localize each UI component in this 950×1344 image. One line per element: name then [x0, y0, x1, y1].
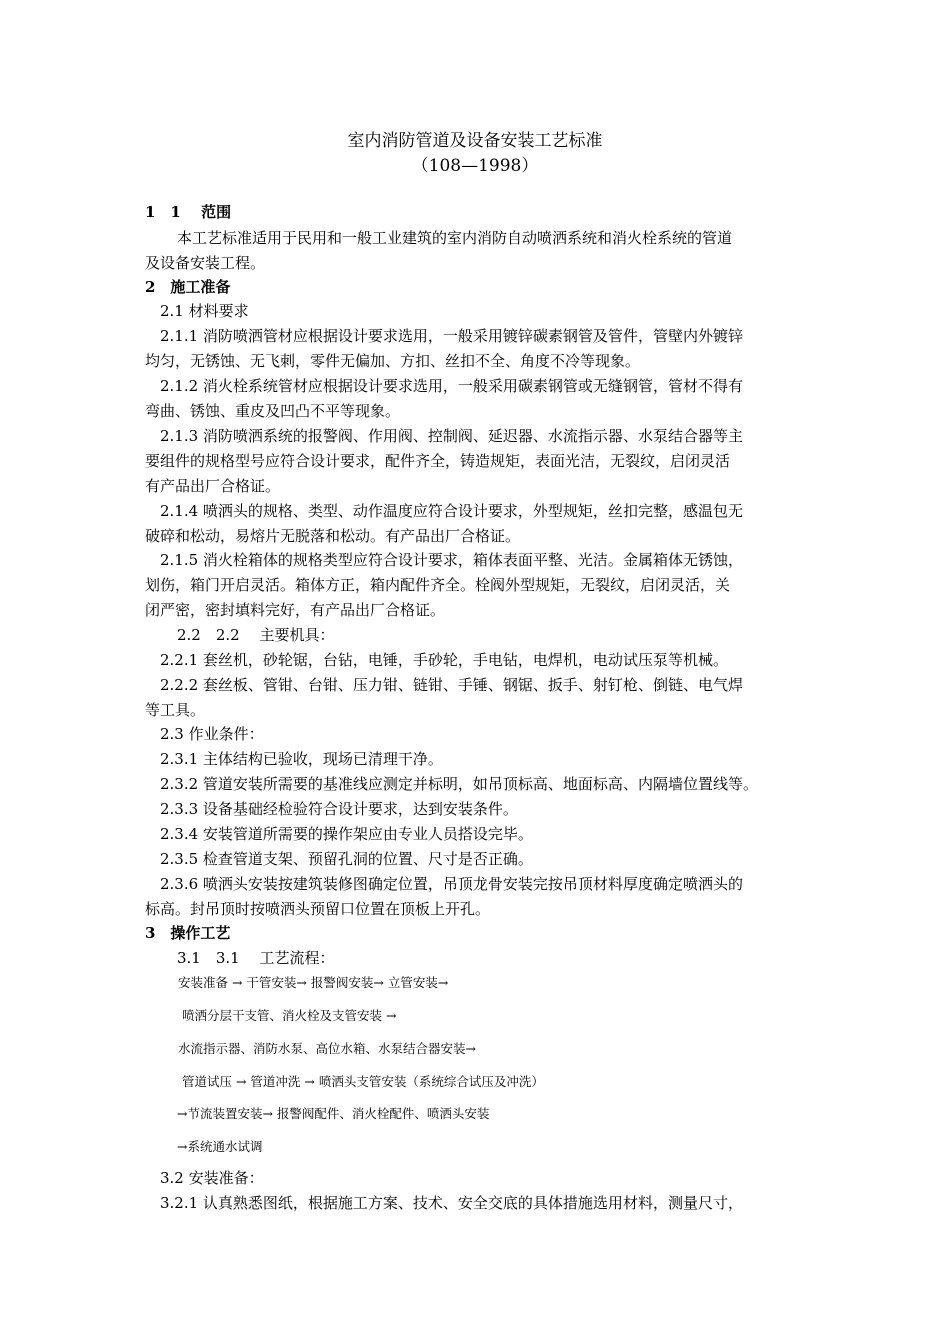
paragraph-line: 2.1.4 喷洒头的规格、类型、动作温度应符合设计要求，外型规矩，丝扣完整，感温包无: [160, 502, 743, 520]
document-title: 室内消防管道及设备安装工艺标准: [347, 131, 603, 151]
process-flow-step: →节流装置安装→ 报警阀配件、消火栓配件、喷洒头安装: [177, 1106, 490, 1121]
paragraph-line: 2.1.2 消火栓系统管材应根据设计要求选用，一般采用碳素钢管或无缝钢管，管材不得有: [160, 377, 743, 395]
paragraph-line: 标高。封吊顶时按喷洒头预留口位置在顶板上开孔。: [145, 900, 491, 918]
subsection-heading: 3.1 3.1 工艺流程：: [177, 949, 335, 967]
paragraph-line: 2.1.1 消防喷洒管材应根据设计要求选用，一般采用镀锌碳素钢管及管件，管壁内外镀锌: [160, 327, 743, 345]
process-flow-step: 管道试压 → 管道冲洗 → 喷洒头支管安装（系统综合试压及冲洗）: [182, 1074, 544, 1089]
document-subtitle: （108—1998）: [411, 156, 539, 176]
paragraph-line: 及设备安装工程。: [145, 254, 266, 272]
process-flow-step: 水流指示器、消防水泵、高位水箱、水泵结合器安装→: [178, 1041, 476, 1056]
section-heading: 1 1 范围: [145, 203, 232, 221]
paragraph-line: 2.3.1 主体结构已验收，现场已清理干净。: [160, 750, 443, 768]
paragraph-line: 2.1.5 消火栓箱体的规格类型应符合设计要求，箱体表面平整、光洁。金属箱体无锈蚀，: [160, 551, 743, 569]
paragraph-line: 破碎和松动，易熔片无脱落和松动。有产品出厂合格证。: [145, 527, 521, 545]
paragraph-line: 划伤，箱门开启灵活。箱体方正，箱内配件齐全。栓阀外型规矩，无裂纹，启闭灵活，关: [145, 576, 731, 594]
section-heading: 3 操作工艺: [145, 924, 231, 942]
paragraph-line: 2.3.4 安装管道所需要的操作架应由专业人员搭设完毕。: [160, 825, 533, 843]
paragraph-line: 2.3.2 管道安装所需要的基准线应测定并标明，如吊顶标高、地面标高、内隔墙位置线等。: [160, 775, 758, 793]
paragraph-line: 有产品出厂合格证。: [145, 477, 281, 495]
paragraph-line: 2.1.3 消防喷洒系统的报警阀、作用阀、控制阀、延迟器、水流指示器、水泵结合器等主: [160, 427, 743, 445]
paragraph-line: 等工具。: [145, 701, 206, 719]
process-flow-step: 安装准备 → 干管安装→ 报警阀安装→ 立管安装→: [178, 975, 449, 990]
process-flow-step: 喷洒分层干支管、消火栓及支管安装 →: [182, 1008, 397, 1023]
subsection-heading: 3.2 安装准备：: [160, 1169, 264, 1187]
subsection-heading: 2.3 作业条件：: [160, 725, 264, 743]
paragraph-line: 3.2.1 认真熟悉图纸，根据施工方案、技术、安全交底的具体措施选用材料，测量尺寸，: [160, 1194, 743, 1212]
paragraph-line: 均匀，无锈蚀、无飞刺，零件无偏加、方扣、丝扣不全、角度不冷等现象。: [145, 352, 641, 370]
paragraph-line: 本工艺标准适用于民用和一般工业建筑的室内消防自动喷洒系统和消火栓系统的管道: [177, 229, 733, 247]
paragraph-line: 闭严密，密封填料完好，有产品出厂合格证。: [145, 601, 446, 619]
paragraph-line: 2.2.1 套丝机，砂轮锯，台钻，电锤，手砂轮，手电钻，电焊机，电动试压泵等机械。: [160, 651, 728, 669]
paragraph-line: 要组件的规格型号应符合设计要求，配件齐全，铸造规矩，表面光洁，无裂纹，启闭灵活: [145, 452, 731, 470]
paragraph-line: 弯曲、锈蚀、重皮及凹凸不平等现象。: [145, 402, 401, 420]
process-flow-step: →系统通水试调: [177, 1139, 263, 1154]
paragraph-line: 2.3.5 检查管道支架、预留孔洞的位置、尺寸是否正确。: [160, 850, 533, 868]
paragraph-line: 2.2.2 套丝板、管钳、台钳、压力钳、链钳、手锤、钢锯、扳手、射钉枪、倒链、电气焊: [160, 676, 743, 694]
section-heading: 2 施工准备: [145, 278, 231, 296]
subsection-heading: 2.2 2.2 主要机具：: [177, 626, 335, 644]
paragraph-line: 2.3.6 喷洒头安装按建筑装修图确定位置，吊顶龙骨安装完按吊顶材料厚度确定喷洒头的: [160, 875, 743, 893]
paragraph-line: 2.3.3 设备基础经检验符合设计要求，达到安装条件。: [160, 800, 518, 818]
subsection-heading: 2.1 材料要求: [160, 302, 249, 320]
